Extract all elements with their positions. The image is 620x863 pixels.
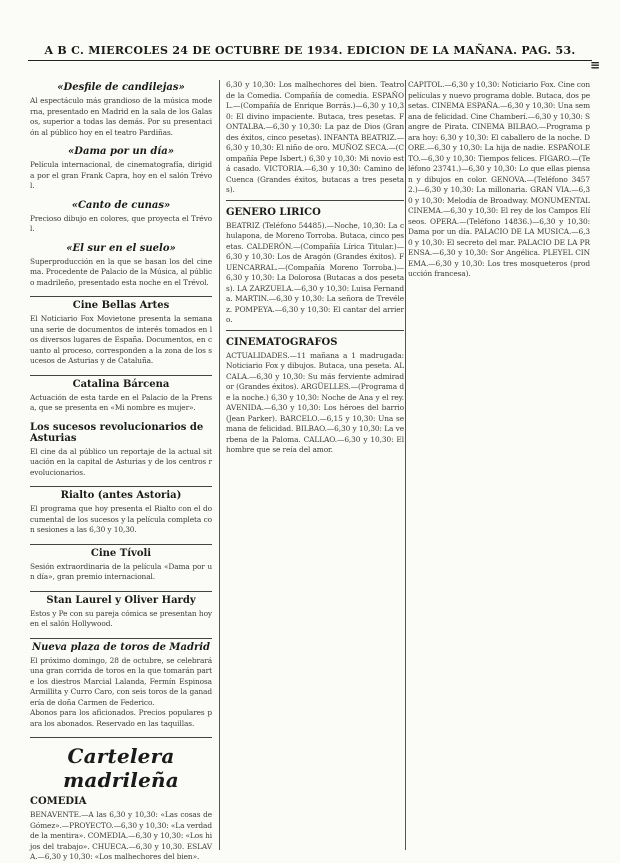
article-heading: «Canto de cunas» [71,199,171,211]
article-barcena [30,375,212,414]
article-text: El próximo domingo, 28 de octubre, se celebrará una gran corrida de toros en la que tomarán parte los diestros Marcial Lalanda, Fermín Espinosa Armillita y Curro Caro, con seis toros de la ganadería de doña Carmen de Federico. [30,655,212,707]
listing-text: CAPITOL.—6,30 y 10,30: Noticiario Fox. Cine con películas y nuevo programa doble. Butaca, dos pesetas. CINEMA ESPAÑA.—6,30 y 10,30: Una semana de felicidad. Cine Chamberí.—6,30 y 10,30: Sangre de Pirata. CINEMA BILBAO.—Programa para hoy: 6,30 y 10,30: El caballero de la noche. DORE.—6,30 y 10,30: La hija de nadie. ESPAÑOLETO.—6,30 y 10,30: Tiempos felices. FIGARO.—(Teléfono 23741.)—6,30 y 10,30: Lo que ellas piensan y dibujos en color. GENOVA.—(Teléfono 34572.)—6,30 y 10,30: La millonaria. GRAN VIA.—6,30 y 10,30: Melodía de Broadway. MONUMENTAL CINEMA.—6,30 y 10,30: El rey de los Campos Elíseos. OPERA.—(Teléfono 14836.)—6,30 y 10,30: Dama por un día. PALACIO DE LA MUSICA.—6,30 y 10,30: El secreto del mar. PALACIO DE LA PRENSA.—6,30 y 10,30: Sor Angélica. PLEYEL CINEMA.—6,30 y 10,30: Los tres mosqueteros (producción francesa). [408,80,590,278]
article-heading: Stan Laurel y Oliver Hardy [30,591,212,606]
article-text: El programa que hoy presenta el Rialto con el documental de los sucesos y la película completa con sesiones a las 6,30 y 10,30. [30,504,212,534]
article-toros [30,638,212,730]
section-rule [226,330,404,331]
column-divider-1 [219,80,220,850]
article-rialto [30,486,212,536]
article-text: El Noticiario Fox Movietone presenta la semana una serie de documentos de interés tomados en los diversos lugares de España. Documentos, en cuanto al proceso, corresponden a la zona de los sucesos de Asturias y de Cataluña. [30,314,212,365]
article-text: Superproducción en la que se basan los del cinema. Procedente de Palacio de la Música, al público madrileño, presentado esta noche en el Trévol. [30,256,212,287]
article-text: Abonos para los aficionados. Precios populares para los abonados. Reservado en las taquillas. [30,708,212,728]
article-heading: Rialto (antes Astoria) [30,486,212,501]
listing-text: BEATRIZ (Teléfono 54485).—Noche, 10,30: La chulapona, de Moreno Torroba. Butaca, cinco pesetas. CALDERÓN.—(Compañía Lírica Titular.)—6,30 y 10,30: Los de Aragón (Grandes éxitos). FUENCARRAL.—(Compañía Moreno Torroba.)—6,30 y 10,30: La Dolorosa (Butacas a dos pesetas). LA ZARZUELA.—6,30 y 10,30: Luisa Fernanda. MARTIN.—6,30 y 10,30: La señora de Trevélez. POMPEYA.—6,30 y 10,30: El cantar del arriero. [226,220,404,324]
column-divider-2 [405,80,406,850]
listing-text: ACTUALIDADES.—11 mañana a 1 madrugada: Noticiario Fox y dibujos. Butaca, una peseta. ALCALA.—6,30 y 10,30: Su más ferviente admirador (Grandes éxitos). ARGÜELLES.—(Programa de la noche.) 6,30 y 10,30: Noche de Ana y el rey. AVENIDA.—6,30 y 10,30: Los héroes del barrio (Jean Parker). BARCELO.—6,15 y 10,30: Una semana de felicidad. BILBAO.—6,30 y 10,30: La verbena de la Paloma. CALLAO.—6,30 y 10,30: El hombre que se reía del amor. [226,350,404,454]
article-text: Película internacional, de cinematografía, dirigida por el gran Frank Capra, hoy en el salón Trévol. [30,160,212,190]
column-1 [30,80,212,861]
article-dama [30,146,212,192]
article-text: El cine da al público un reportaje de la actual situación en la capital de Asturias y de los centros revolucionarios. [30,446,212,477]
article-text: Al espectáculo más grandioso de la música moderna, presentado en Madrid en la sala de los Galasos, superior a todas las demás. Por su presentación al público hoy en el teatro Pardiñas. [30,96,212,137]
article-heading: «Desfile de candilejas» [57,82,185,93]
article-laurel-hardy [30,591,212,630]
section-rule [30,737,212,738]
article-text: Actuación de esta tarde en el Palacio de la Prensa, que se presenta en «Mi nombre es mujer». [30,392,212,412]
page-marker: ≡ [589,58,600,72]
article-heading: Nueva plaza de toros de Madrid [30,638,212,653]
article-heading: «El sur en el suelo» [66,242,176,254]
listing-heading: GENERO LIRICO [226,206,321,218]
article-heading: Cine Tívoli [30,544,212,559]
article-text: Precioso dibujo en colores, que proyecta el Trévol. [30,213,212,233]
article-desfile [30,82,212,138]
cartelera-title: Cartelera madrileña [63,744,179,792]
article-text: Estos y Pe con su pareja cómica se presentan hoy en el salón Hollywood. [30,608,212,628]
header-title: A B C. MIERCOLES 24 DE OCTUBRE DE 1934. EDICION DE LA MAÑANA. PAG. 53. [44,44,576,57]
article-text: Sesión extraordinaria de la película «Dama por un día», gran premio internacional. [30,561,212,581]
cartelera-section: COMEDIA [30,796,87,807]
header-rule [28,60,592,61]
article-sur [30,243,212,289]
article-sucesos [30,422,212,479]
listing-text: 6,30 y 10,30: Los malhechores del bien. Teatro de la Comedia. Compañía de comedia. ESPAÑOL.—(Compañía de Enrique Borrás.)—6,30 y 10,30: El divino impaciente. Butaca, tres pesetas. FONTALBA.—6,30 y 10,30: La paz de Dios (Grandes éxitos, cinco pesetas). INFANTA BEATRIZ.—6,30 y 10,30: El niño de oro. MUÑOZ SECA.—(Compañía Pepe Isbert.) 6,30 y 10,30: Mi novio está casado. VICTORIA.—6,30 y 10,30: Camino de Cuenca (Grandes éxitos, butacas a tres pesetas). [226,80,404,194]
column-2 [226,80,404,852]
section-rule [226,200,404,201]
article-tivoli [30,544,212,583]
cartelera-text: BENAVENTE.—A las 6,30 y 10,30: «Las cosas de Gómez».—PROYECTO.—6,30 y 10,30: «La verdad de la mentira». COMEDIA.—6,30 y 10,30: «Los hijos del trabajo». CHUECA.—6,30 y 10,30. ESLAVA.—6,30 y 10,30: «Los malhechores del bien». [30,810,212,861]
page-header [30,44,590,57]
listing-heading: CINEMATOGRAFOS [226,336,338,348]
article-heading: Catalina Bárcena [30,375,212,390]
column-3 [408,80,590,852]
article-heading: Cine Bellas Artes [30,296,212,311]
article-bellas-artes [30,296,212,367]
article-heading: Los sucesos revolucionarios de Asturias [30,421,204,444]
article-canto [30,200,212,235]
article-heading: «Dama por un día» [68,146,174,157]
